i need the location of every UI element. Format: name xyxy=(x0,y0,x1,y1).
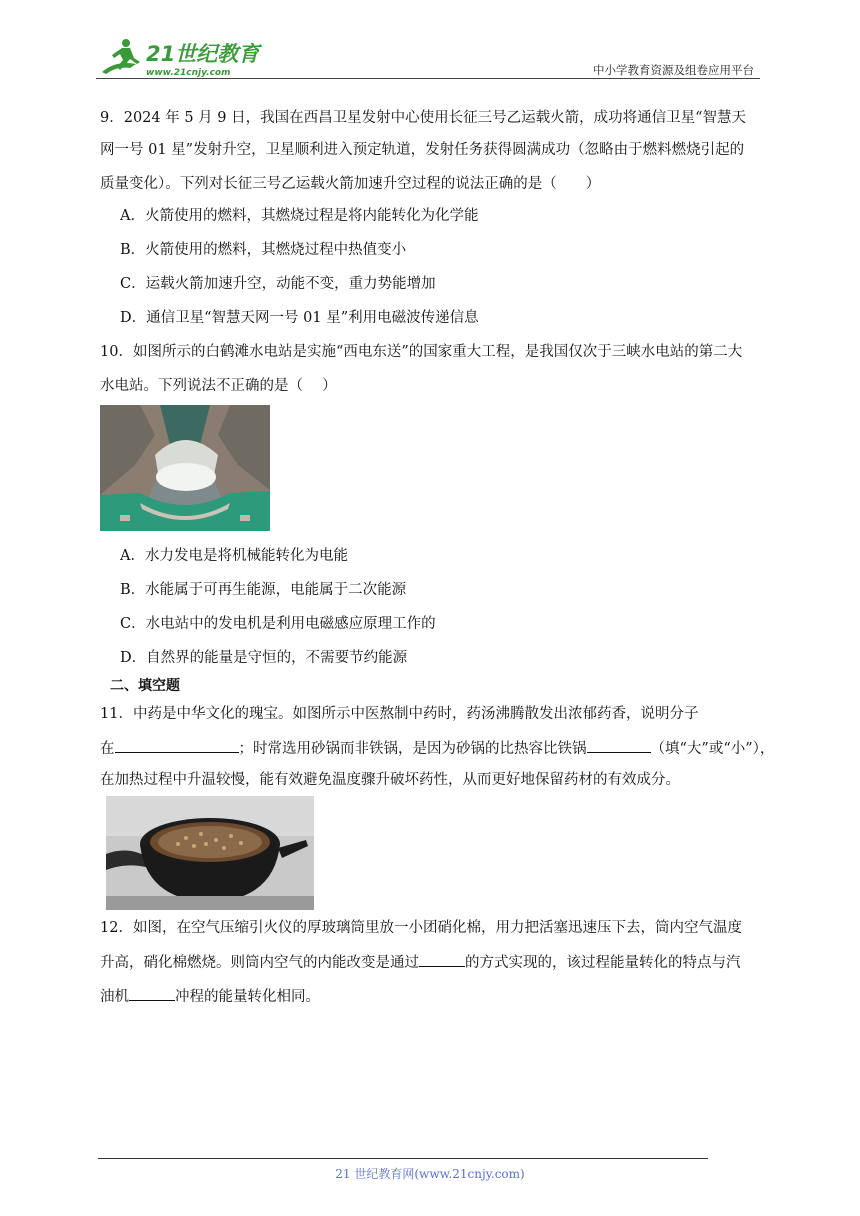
footer-site-link[interactable]: 21 世纪教育网(www.21cnjy.com) xyxy=(335,1167,525,1181)
q11-line3: 在加热过程中升温较慢，能有效避免温度骤升破坏药性，从而更好地保留药材的有效成分。 xyxy=(100,772,680,788)
q11-line1: 11．中药是中华文化的瑰宝。如图所示中医熬制中药时，药汤沸腾散发出浓郁药香，说明分子 xyxy=(100,706,699,722)
q9-line2: 网一号 01 星”发射升空，卫星顺利进入预定轨道，发射任务获得圆满成功（忽略由于燃料燃烧引起的 xyxy=(100,142,745,158)
q9-line1: 9．2024 年 5 月 9 日，我国在西昌卫星发射中心使用长征三号乙运载火箭，成功将通信卫星“智慧天 xyxy=(100,110,747,126)
logo-text: 21世纪教育 xyxy=(146,42,260,66)
q11-blank-1[interactable] xyxy=(115,738,239,753)
header-divider xyxy=(96,78,760,79)
platform-name: 中小学教育资源及组卷应用平台 xyxy=(593,63,754,77)
q10-line1: 10．如图所示的白鹤滩水电站是实施“西电东送”的国家重大工程，是我国仅次于三峡水电站的第二大 xyxy=(100,344,743,360)
section-title-fill-in: 二、填空题 xyxy=(110,678,180,694)
q11-line2 xyxy=(100,738,774,759)
q12-blank-1[interactable] xyxy=(419,952,465,967)
q12-line3 xyxy=(100,986,320,1007)
q10-option-d: D．自然界的能量是守恒的，不需要节约能源 xyxy=(120,650,408,666)
q12-text-d: 冲程的能量转化相同。 xyxy=(175,989,320,1005)
q10-option-c: C．水电站中的发电机是利用电磁感应原理工作的 xyxy=(120,616,436,632)
q9-option-a: A．火箭使用的燃料，其燃烧过程是将内能转化为化学能 xyxy=(120,208,479,224)
hydropower-station-photo xyxy=(100,405,270,531)
q11-text-a: 在 xyxy=(100,741,115,757)
q12-line1: 12．如图，在空气压缩引火仪的厚玻璃筒里放一小团硝化棉，用力把活塞迅速压下去，筒内空气温度 xyxy=(100,920,742,936)
q9-option-c: C．运载火箭加速升空，动能不变，重力势能增加 xyxy=(120,276,436,292)
q11-text-c: （填“大”或“小”）， xyxy=(650,741,775,757)
q11-blank-2[interactable] xyxy=(587,738,651,753)
q12-text-c: 油机 xyxy=(100,989,129,1005)
q10-option-b: B．水能属于可再生能源，电能属于二次能源 xyxy=(120,582,407,598)
q12-text-b: 的方式实现的，该过程能量转化的特点与汽 xyxy=(465,955,741,971)
site-logo xyxy=(96,34,266,80)
footer-divider xyxy=(98,1158,708,1159)
herbal-medicine-pot-photo xyxy=(106,796,314,910)
page-header xyxy=(96,32,760,80)
q9-option-b: B．火箭使用的燃料，其燃烧过程中热值变小 xyxy=(120,242,407,258)
q9-line3: 质量变化）。下列对长征三号乙运载火箭加速升空过程的说法正确的是（ ） xyxy=(100,176,601,192)
logo-url: www.21cnjy.com xyxy=(146,68,231,78)
q10-option-a: A．水力发电是将机械能转化为电能 xyxy=(120,548,348,564)
q11-text-b: ；时常选用砂锅而非铁锅，是因为砂锅的比热容比铁锅 xyxy=(238,741,587,757)
q12-text-a: 升高，硝化棉燃烧。则筒内空气的内能改变是通过 xyxy=(100,955,419,971)
q9-option-d: D．通信卫星“智慧天网一号 01 星”利用电磁波传递信息 xyxy=(120,310,479,326)
q12-line2 xyxy=(100,952,741,973)
q12-blank-2[interactable] xyxy=(129,986,175,1001)
q10-line2: 水电站。下列说法不正确的是（ ） xyxy=(100,378,337,394)
